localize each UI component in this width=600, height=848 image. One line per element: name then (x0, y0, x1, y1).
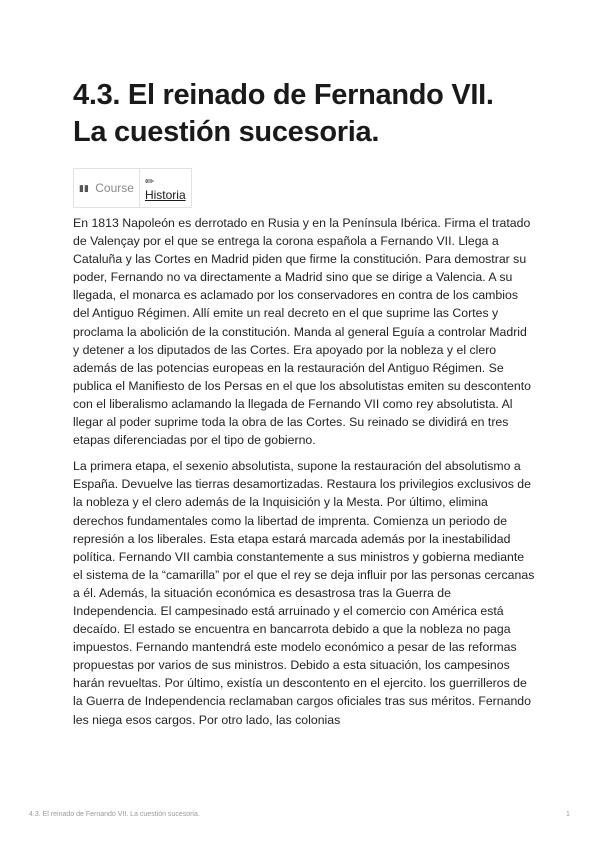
properties-table (73, 168, 192, 208)
historia-link[interactable]: Historia (144, 188, 186, 202)
paragraph-2: La primera etapa, el sexenio absolutista, supone la restauración del absolutismo a España. Devuelve las tierras desamortizadas. Restaura los privilegios exclusivos de la nobleza y el clero además de la Inquisición y la Mesta. Por último, elimina derechos fundamentales como la libertad de imprenta. Comienza un periodo de represión a los liberales. Esta etapa estará marcada además por la inestabilidad política. Fernando VII cambia constantemente a sus ministros y gobierna mediante el sistema de la “camarilla” por el que el rey se deja influir por las personas cercanas a él. Además, la situación económica es desastrosa tras la Guerra de Independencia. El campesinado está arruinado y el comercio con América está decaído. El estado se encuentra en bancarrota debido a que la nobleza no paga impuestos. Fernando mantendrá este modelo económico a pesar de las reformas propuestas por varios de sus ministros. Debido a esta situación, los campesinos harán revueltas. Por último, existía un descontento en el ejercito. los guerrilleros de la Guerra de Independencia reclamaban cargos oficiales tras sus méritos. Fernando les niega esos cargos. Por otro lado, las colonias (73, 459, 535, 727)
property-row-course (74, 169, 192, 208)
page-title (73, 77, 553, 151)
page-title-line-1: 4.3. El reinado de Fernando VII. (73, 79, 494, 111)
property-key-course (74, 169, 140, 208)
book-icon: ▮▮ (79, 183, 89, 193)
page-number: 1 (566, 811, 570, 818)
property-key-label: Course (95, 181, 134, 195)
footer-document-title: 4.3. El reinado de Fernando VII. La cuestión sucesoria. (29, 811, 200, 818)
page-title-line-2: La cuestión sucesoria. (73, 116, 380, 148)
pencil-icon: ✏ (144, 176, 155, 188)
paragraph-1: En 1813 Napoleón es derrotado en Rusia y en la Península Ibérica. Firma el tratado de Valençay por el que se entrega la corona española a Fernando VII. Llega a Cataluña y las Cortes en Madrid piden que firme la constitución. Para demostrar su poder, Fernando no va directamente a Madrid sino que se dirige a Valencia. A su llegada, el monarca es aclamado por los conservadores en contra de los cambios del Antiguo Régimen. Allí emite un real decreto en el que suprime las Cortes y proclama la abolición de la constitución. Manda al general Eguía a controlar Madrid y detener a los diputados de las Cortes. Era apoyado por la nobleza y el clero además de las potencias europeas en la restauración del Antiguo Régimen. Se publica el Manifiesto de los Persas en el que los absolutistas emiten su descontento con el liberalismo aclamando la llegada de Fernando VII como rey absolutista. Al llegar al poder suprime toda la obra de las Cortes. Su reinado se dividirá en tres etapas diferenciadas por el tipo de gobierno. (73, 216, 531, 448)
property-value-course (139, 169, 191, 208)
body-text (73, 214, 535, 737)
